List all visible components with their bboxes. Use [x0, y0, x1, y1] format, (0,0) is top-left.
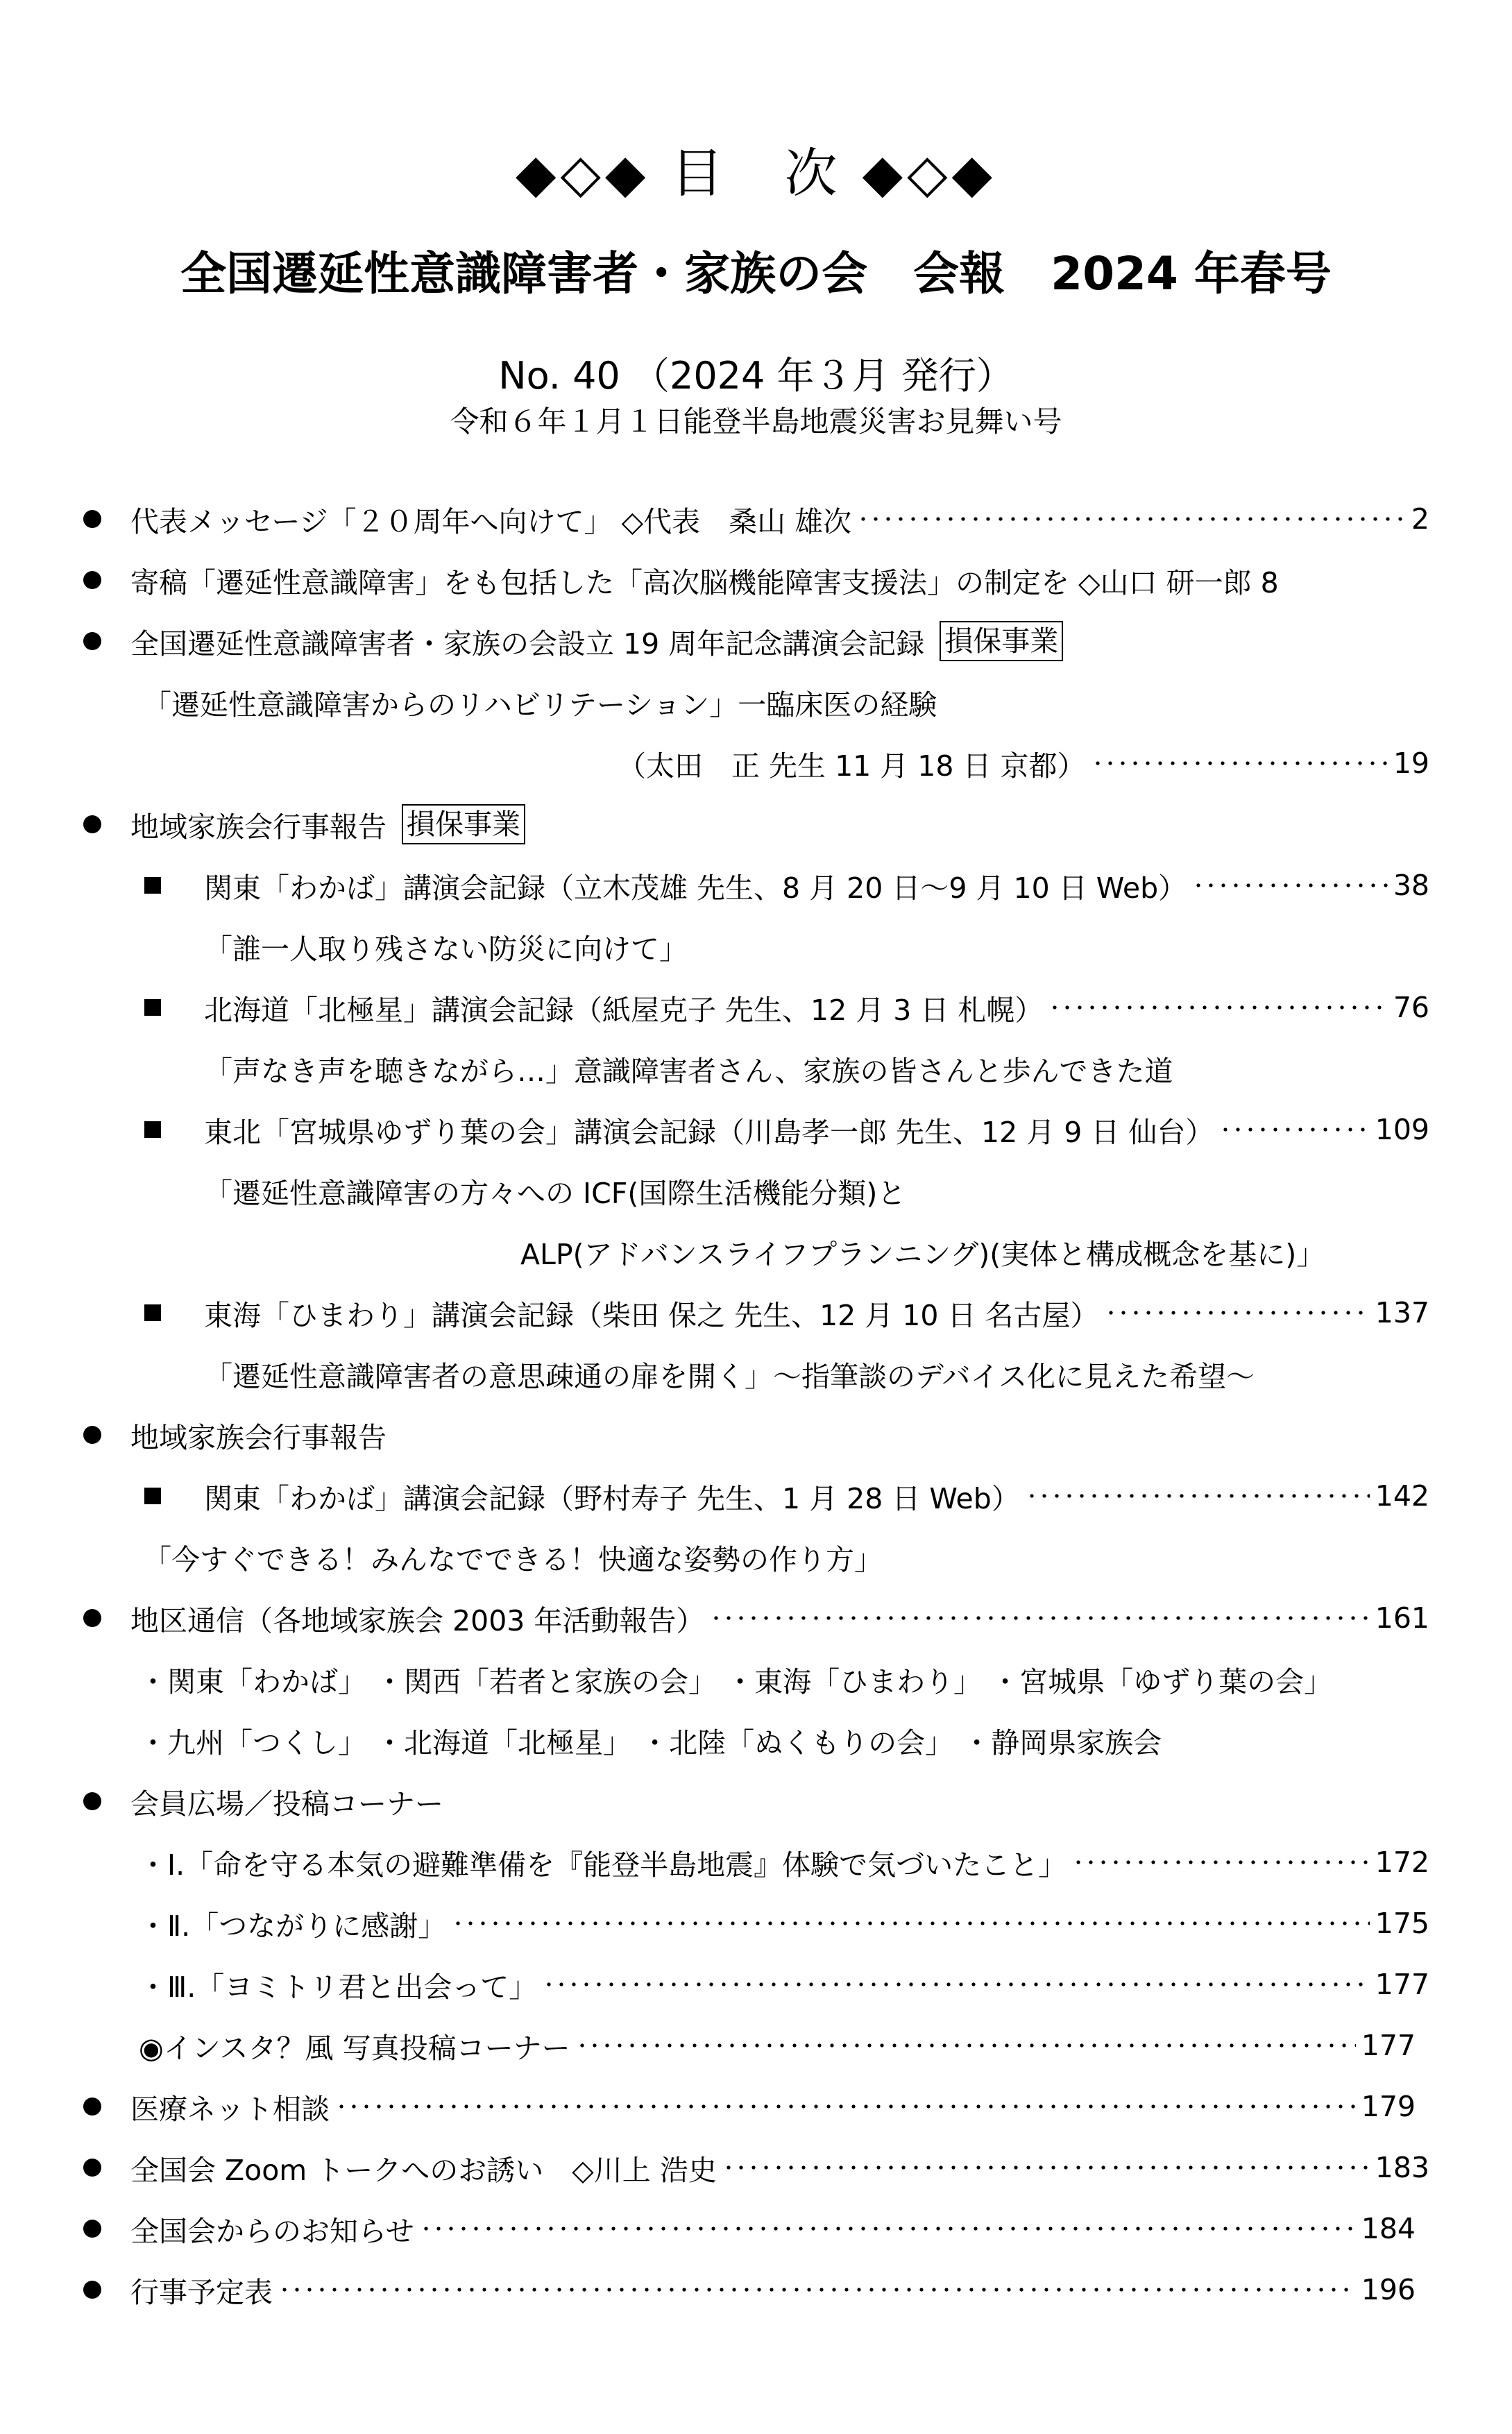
page-number: 137: [1375, 1296, 1429, 1329]
toc-entry-lecture-detail[interactable]: [618, 741, 1429, 785]
newsletter-title: 全国遷延性意識障害者・家族の会 会報 2024 年春号: [180, 247, 1332, 300]
leader-dots: [1192, 863, 1388, 908]
square-bullet-icon: [144, 999, 161, 1016]
toc-heading: ◆◇◆ 目 次 ◆◇◆: [516, 142, 996, 204]
entry-title: （太田 正 先生 11 月 18 日 京都）: [618, 749, 1086, 783]
page-number: 76: [1393, 991, 1429, 1024]
leader-dots: [1219, 1107, 1369, 1152]
toc-entry-subtitle-continued: [520, 1229, 1325, 1274]
toc-entry-representative-message[interactable]: [130, 497, 1429, 541]
page-number: 175: [1375, 1907, 1429, 1940]
page-number: 179: [1361, 2090, 1416, 2123]
entry-title: 関東「わかば」講演会記録（立木茂雄 先生、8 月 20 日～9 月 10 日 Web）: [204, 871, 1187, 905]
toc-entry-anniversary-lecture[interactable]: [130, 619, 1063, 663]
toc-entry-post-3[interactable]: [139, 1962, 1429, 2007]
entry-title: 東北「宮城県ゆずり葉の会」講演会記録（川島孝一郎 先生、12 月 9 日 仙台）: [204, 1115, 1214, 1149]
bullet-icon: [83, 2220, 101, 2238]
toc-entry-announcements[interactable]: [130, 2206, 1416, 2251]
bullet-icon: [83, 632, 101, 650]
leader-dots: [420, 2206, 1356, 2251]
entry-subtitle-text: ALP(アドバンスライフプランニング)(実体と構成概念を基に)」: [520, 1237, 1325, 1271]
square-bullet-icon: [144, 1304, 161, 1321]
leader-dots: [722, 2145, 1370, 2190]
entry-title: 代表メッセージ「２０周年へ向けて」 ◇代表 桑山 雄次: [130, 504, 852, 538]
toc-entry-contribution[interactable]: [130, 558, 1429, 602]
entry-title: 全国会からのお知らせ: [130, 2214, 414, 2248]
sponsor-badge: 損保事業: [402, 804, 525, 844]
sponsor-badge: 損保事業: [940, 621, 1063, 661]
entry-title: 地域家族会行事報告: [130, 810, 387, 844]
entry-subtitle-text: 「今すぐできる！みんなでできる！快適な姿勢の作り方」: [143, 1542, 883, 1576]
page-number: 172: [1375, 1846, 1429, 1879]
entry-title: 全国遷延性意識障害者・家族の会設立 19 周年記念講演会記録: [130, 627, 925, 661]
page-number: 177: [1361, 2029, 1416, 2062]
bullet-icon: [83, 1426, 101, 1444]
leader-dots: [543, 1962, 1369, 2007]
page-number: 184: [1361, 2212, 1416, 2245]
leader-dots: [335, 2084, 1356, 2129]
entry-title: 東海「ひまわり」講演会記録（柴田 保之 先生、12 月 10 日 名古屋）: [204, 1298, 1099, 1332]
toc-entry-kanto-wakaba[interactable]: [204, 863, 1429, 908]
toc-entry-district-list: [139, 1657, 1332, 1701]
toc-entry-post-2[interactable]: [139, 1901, 1429, 1946]
toc-entry-member-plaza[interactable]: [130, 1779, 443, 1823]
entry-title: 地域家族会行事報告: [130, 1420, 387, 1454]
page-number: 2: [1411, 502, 1429, 536]
entry-title: ・Ⅲ.「ヨミトリ君と出会って」: [139, 1970, 538, 2004]
toc-entry-regional-events[interactable]: [130, 802, 525, 846]
bullet-icon: [83, 1792, 101, 1810]
entry-title: ・Ⅱ.「つながりに感謝」: [139, 1909, 447, 1943]
leader-dots: [1072, 1840, 1370, 1884]
entry-subtitle-text: 「遷延性意識障害者の意思疎通の扉を開く」～指筆談のデバイス化に見えた希望～: [204, 1359, 1255, 1393]
toc-entry-district-news[interactable]: [130, 1596, 1429, 1640]
leader-dots: [1091, 741, 1388, 785]
leader-dots: [576, 2023, 1356, 2068]
square-bullet-icon: [144, 1121, 161, 1138]
page-number: 183: [1375, 2151, 1429, 2184]
toc-entry-tokai-himawari[interactable]: [204, 1291, 1429, 1335]
page-number: 177: [1375, 1968, 1429, 2001]
entry-title: 医療ネット相談: [130, 2092, 330, 2126]
leader-dots: [1105, 1291, 1370, 1335]
entry-title: ・Ⅰ.「命を守る本気の避難準備を『能登半島地震』体験で気づいたこと」: [139, 1848, 1067, 1882]
bullet-icon: [83, 571, 101, 589]
leader-dots: [710, 1596, 1369, 1640]
leader-dots: [857, 497, 1406, 541]
entry-title: 関東「わかば」講演会記録（野村寿子 先生、1 月 28 日 Web）: [204, 1481, 1020, 1515]
toc-entry-medical-net[interactable]: [130, 2084, 1416, 2129]
bullet-icon: [83, 2097, 101, 2116]
entry-subtitle-text: 「声なき声を聴きながら…」意識障害者さん、家族の皆さんと歩んできた道: [204, 1054, 1173, 1088]
toc-entry-event-schedule[interactable]: [130, 2267, 1416, 2312]
bullet-icon: [83, 2159, 101, 2177]
leader-dots: [278, 2267, 1356, 2312]
entry-title: 寄稿「遷延性意識障害」をも包括した「高次脳機能障害支援法」の制定を ◇山口 研一郎 8: [130, 565, 1279, 599]
bullet-icon: [83, 1609, 101, 1627]
entry-title: ◉インスタ？風 写真投稿コーナー: [139, 2031, 570, 2065]
leader-dots: [1026, 1474, 1370, 1518]
toc-entry-subtitle: [204, 1046, 1173, 1091]
toc-entry-photo-corner[interactable]: [139, 2023, 1416, 2068]
page-number: 196: [1361, 2273, 1416, 2306]
bullet-icon: [83, 815, 101, 833]
page-number: 19: [1393, 747, 1429, 780]
toc-entry-subtitle: [143, 680, 937, 724]
district-list-text: ・関東「わかば」 ・関西「若者と家族の会」 ・東海「ひまわり」 ・宮城県「ゆずり葉の会」: [139, 1665, 1333, 1699]
page-number: 161: [1375, 1601, 1429, 1635]
square-bullet-icon: [144, 1488, 161, 1504]
toc-entry-subtitle: [204, 1352, 1255, 1396]
dedication-line: 令和６年１月１日能登半島地震災害お見舞い号: [450, 405, 1062, 439]
toc-entry-subtitle: [143, 1535, 883, 1579]
toc-entry-post-1[interactable]: [139, 1840, 1429, 1884]
square-bullet-icon: [144, 877, 161, 894]
bullet-icon: [83, 510, 101, 528]
leader-dots: [452, 1901, 1370, 1946]
entry-subtitle-text: 「誰一人取り残さない防災に向けて」: [204, 932, 688, 966]
toc-entry-zoom-talk[interactable]: [130, 2145, 1429, 2190]
toc-entry-district-list: [139, 1718, 1162, 1762]
bullet-icon: [83, 2281, 101, 2299]
toc-entry-subtitle: [204, 924, 688, 969]
entry-title: 会員広場／投稿コーナー: [130, 1787, 443, 1821]
toc-entry-regional-events-2[interactable]: [130, 1413, 387, 1457]
page-number: 142: [1375, 1479, 1429, 1513]
leader-dots: [1048, 985, 1387, 1030]
toc-entry-hokkaido-hokkyokusei[interactable]: [204, 985, 1429, 1030]
toc-entry-subtitle: [204, 1168, 906, 1213]
page-number: 38: [1393, 869, 1429, 902]
toc-entry-kanto-wakaba-2[interactable]: [204, 1474, 1429, 1518]
entry-title: 地区通信（各地域家族会 2003 年活動報告）: [130, 1603, 705, 1637]
issue-line: No. 40 （2024 年３月 発行）: [498, 354, 1014, 398]
entry-title: 北海道「北極星」講演会記録（紙屋克子 先生、12 月 3 日 札幌）: [204, 993, 1044, 1027]
district-list-text: ・九州「つくし」 ・北海道「北極星」 ・北陸「ぬくもりの会」 ・静岡県家族会: [139, 1726, 1162, 1760]
entry-subtitle-text: 「遷延性意識障害の方々への ICF(国際生活機能分類)と: [204, 1176, 906, 1210]
toc-entry-tohoku-yuzuriha[interactable]: [204, 1107, 1429, 1152]
page-number: 109: [1375, 1113, 1429, 1146]
entry-title: 全国会 Zoom トークへのお誘い ◇川上 浩史: [130, 2153, 717, 2187]
entry-title: 行事予定表: [130, 2275, 273, 2309]
entry-subtitle-text: 「遷延性意識障害からのリハビリテーション」一臨床医の経験: [143, 688, 937, 722]
